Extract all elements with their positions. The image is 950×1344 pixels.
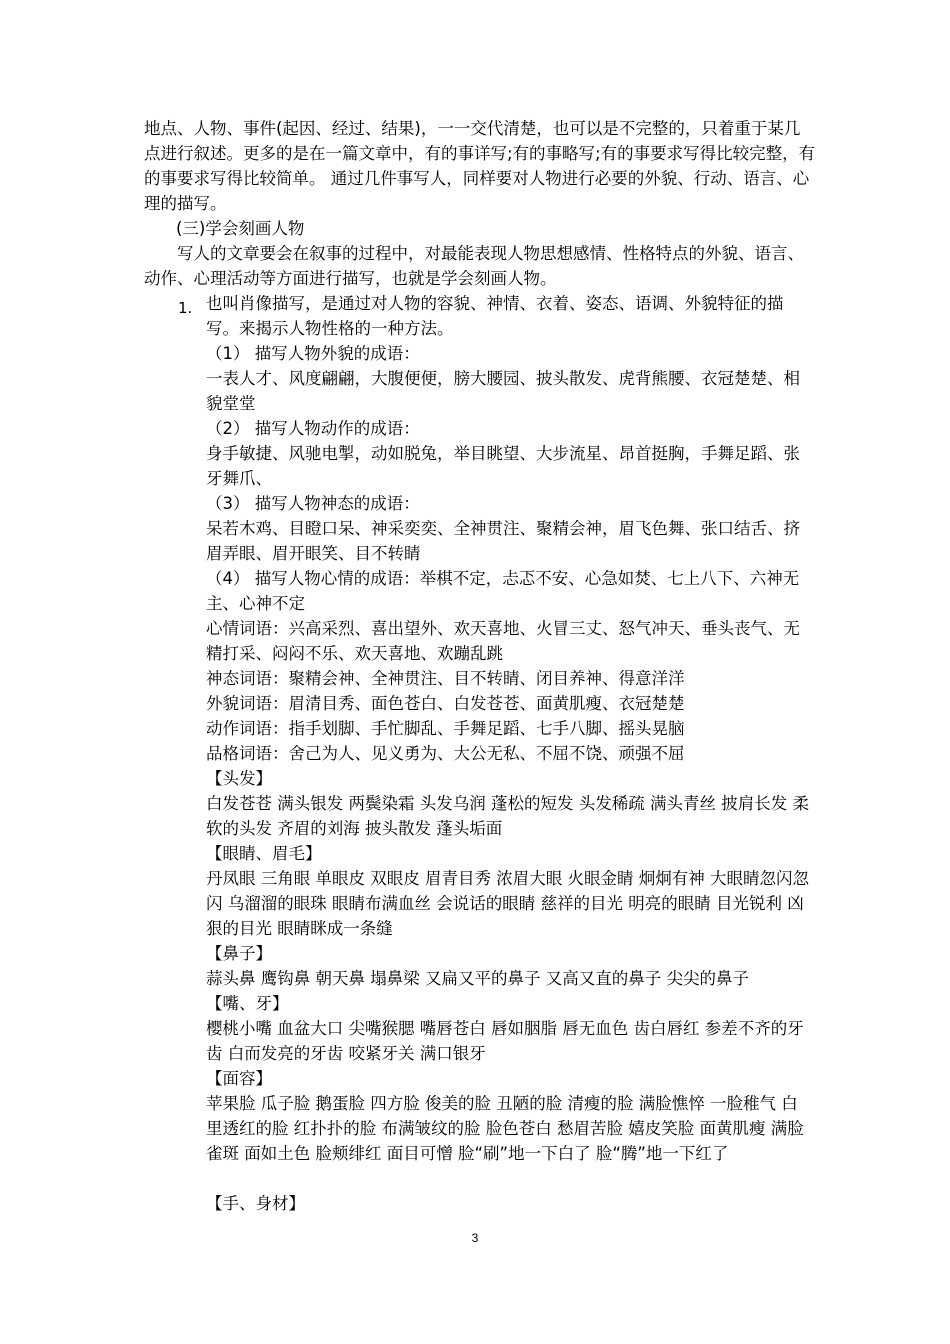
heading-eyes-brows: 【眼睛、眉毛】 (206, 844, 322, 863)
appearance-idioms: 一表人才、风度翩翩，大腹便便，膀大腰园、披头散发、虎背熊腰、衣冠楚楚、相貌堂堂 (206, 369, 800, 413)
heading-hands-figure: 【手、身材】 (206, 1194, 305, 1213)
list-item-text: 也叫肖像描写，是通过对人物的容貌、神情、衣着、姿态、语调、外貌特征的描写。来揭示人物性格的一种方法。 (206, 294, 784, 338)
section-heading: (三)学会刻画人物 (176, 219, 305, 238)
paragraph-2: 写人的文章要会在叙事的过程中，对最能表现人物思想感情、性格特点的外貌、语言、动作、心理活动等方面进行描写，也就是学会刻画人物。 (144, 244, 804, 288)
subheading-appearance-idioms: （1） 描写人物外貌的成语： (206, 344, 420, 363)
mood-words: 心情词语：兴高采烈、喜出望外、欢天喜地、火冒三丈、怒气冲天、垂头丧气、无精打采、闷闷不乐、欢天喜地、欢蹦乱跳 (206, 619, 800, 663)
movement-words: 动作词语：指手划脚、手忙脚乱、手舞足蹈、七手八脚、摇头晃脑 (206, 719, 685, 738)
subheading-action-idioms: （2） 描写人物动作的成语： (206, 419, 420, 438)
expression-idioms: 呆若木鸡、目瞪口呆、神采奕奕、全神贯注、聚精会神，眉飞色舞、张口结舌、挤眉弄眼、眉开眼笑、目不转睛 (206, 519, 800, 563)
hair-phrases: 白发苍苍 满头银发 两鬓染霜 头发乌润 蓬松的短发 头发稀疏 满头青丝 披肩长发 柔软的头发 齐眉的刘海 披头散发 蓬头垢面 (206, 794, 809, 838)
heading-hair: 【头发】 (206, 769, 272, 788)
looks-words: 外貌词语：眉清目秀、面色苍白、白发苍苍、面黄肌瘦、衣冠楚楚 (206, 694, 685, 713)
nose-phrases: 蒜头鼻 鹰钩鼻 朝天鼻 塌鼻梁 又扁又平的鼻子 又高又直的鼻子 尖尖的鼻子 (206, 969, 749, 988)
mood-idioms: （4） 描写人物心情的成语：举棋不定，忐忑不安、心急如焚、七上八下、六神无主、心神不定 (206, 569, 800, 613)
demeanor-words: 神态词语：聚精会神、全神贯注、目不转睛、闭目养神、得意洋洋 (206, 669, 685, 688)
action-idioms: 身手敏捷、风驰电掣，动如脱兔，举目眺望、大步流星、昂首挺胸，手舞足蹈、张牙舞爪、 (206, 444, 800, 488)
mouth-phrases: 樱桃小嘴 血盆大口 尖嘴猴腮 嘴唇苍白 唇如胭脂 唇无血色 齿白唇红 参差不齐的牙齿 白而发亮的牙齿 咬紧牙关 满口银牙 (206, 1019, 804, 1063)
heading-nose: 【鼻子】 (206, 944, 272, 963)
character-words: 品格词语：舍己为人、见义勇为、大公无私、不屈不饶、顽强不屈 (206, 744, 685, 763)
eyes-phrases: 丹凤眼 三角眼 单眼皮 双眼皮 眉青目秀 浓眉大眼 火眼金睛 炯炯有神 大眼睛忽闪忽闪 乌溜溜的眼珠 眼睛布满血丝 会说话的眼睛 慈祥的目光 明亮的眼睛 目光锐利 凶狠的目光 眼睛眯成一条缝 (206, 869, 809, 938)
paragraph-1: 地点、人物、事件(起因、经过、结果)，一一交代清楚，也可以是不完整的，只着重于某几点进行叙述。更多的是在一篇文章中，有的事详写;有的事略写;有的事要求写得比较完整，有的事要求写得比较简单。 通过几件事写人，同样要对人物进行必要的外貌、行动、语言、心理的描写。 (144, 119, 816, 213)
page-number: 3 (471, 1231, 479, 1245)
list-number: 1. (178, 299, 193, 317)
subheading-expression-idioms: （3） 描写人物神态的成语： (206, 494, 420, 513)
face-phrases: 苹果脸 瓜子脸 鹅蛋脸 四方脸 俊美的脸 丑陋的脸 清瘦的脸 满脸憔悴 一脸稚气 白里透红的脸 红扑扑的脸 布满皱纹的脸 脸色苍白 愁眉苦脸 嬉皮笑脸 面黄肌瘦 满脸雀斑 面如土色 脸颊绯红 面目可憎 脸“刷”地一下白了 脸“腾”地一下红了 (206, 1094, 804, 1163)
heading-face: 【面容】 (206, 1069, 272, 1088)
heading-mouth-teeth: 【嘴、牙】 (206, 994, 289, 1013)
